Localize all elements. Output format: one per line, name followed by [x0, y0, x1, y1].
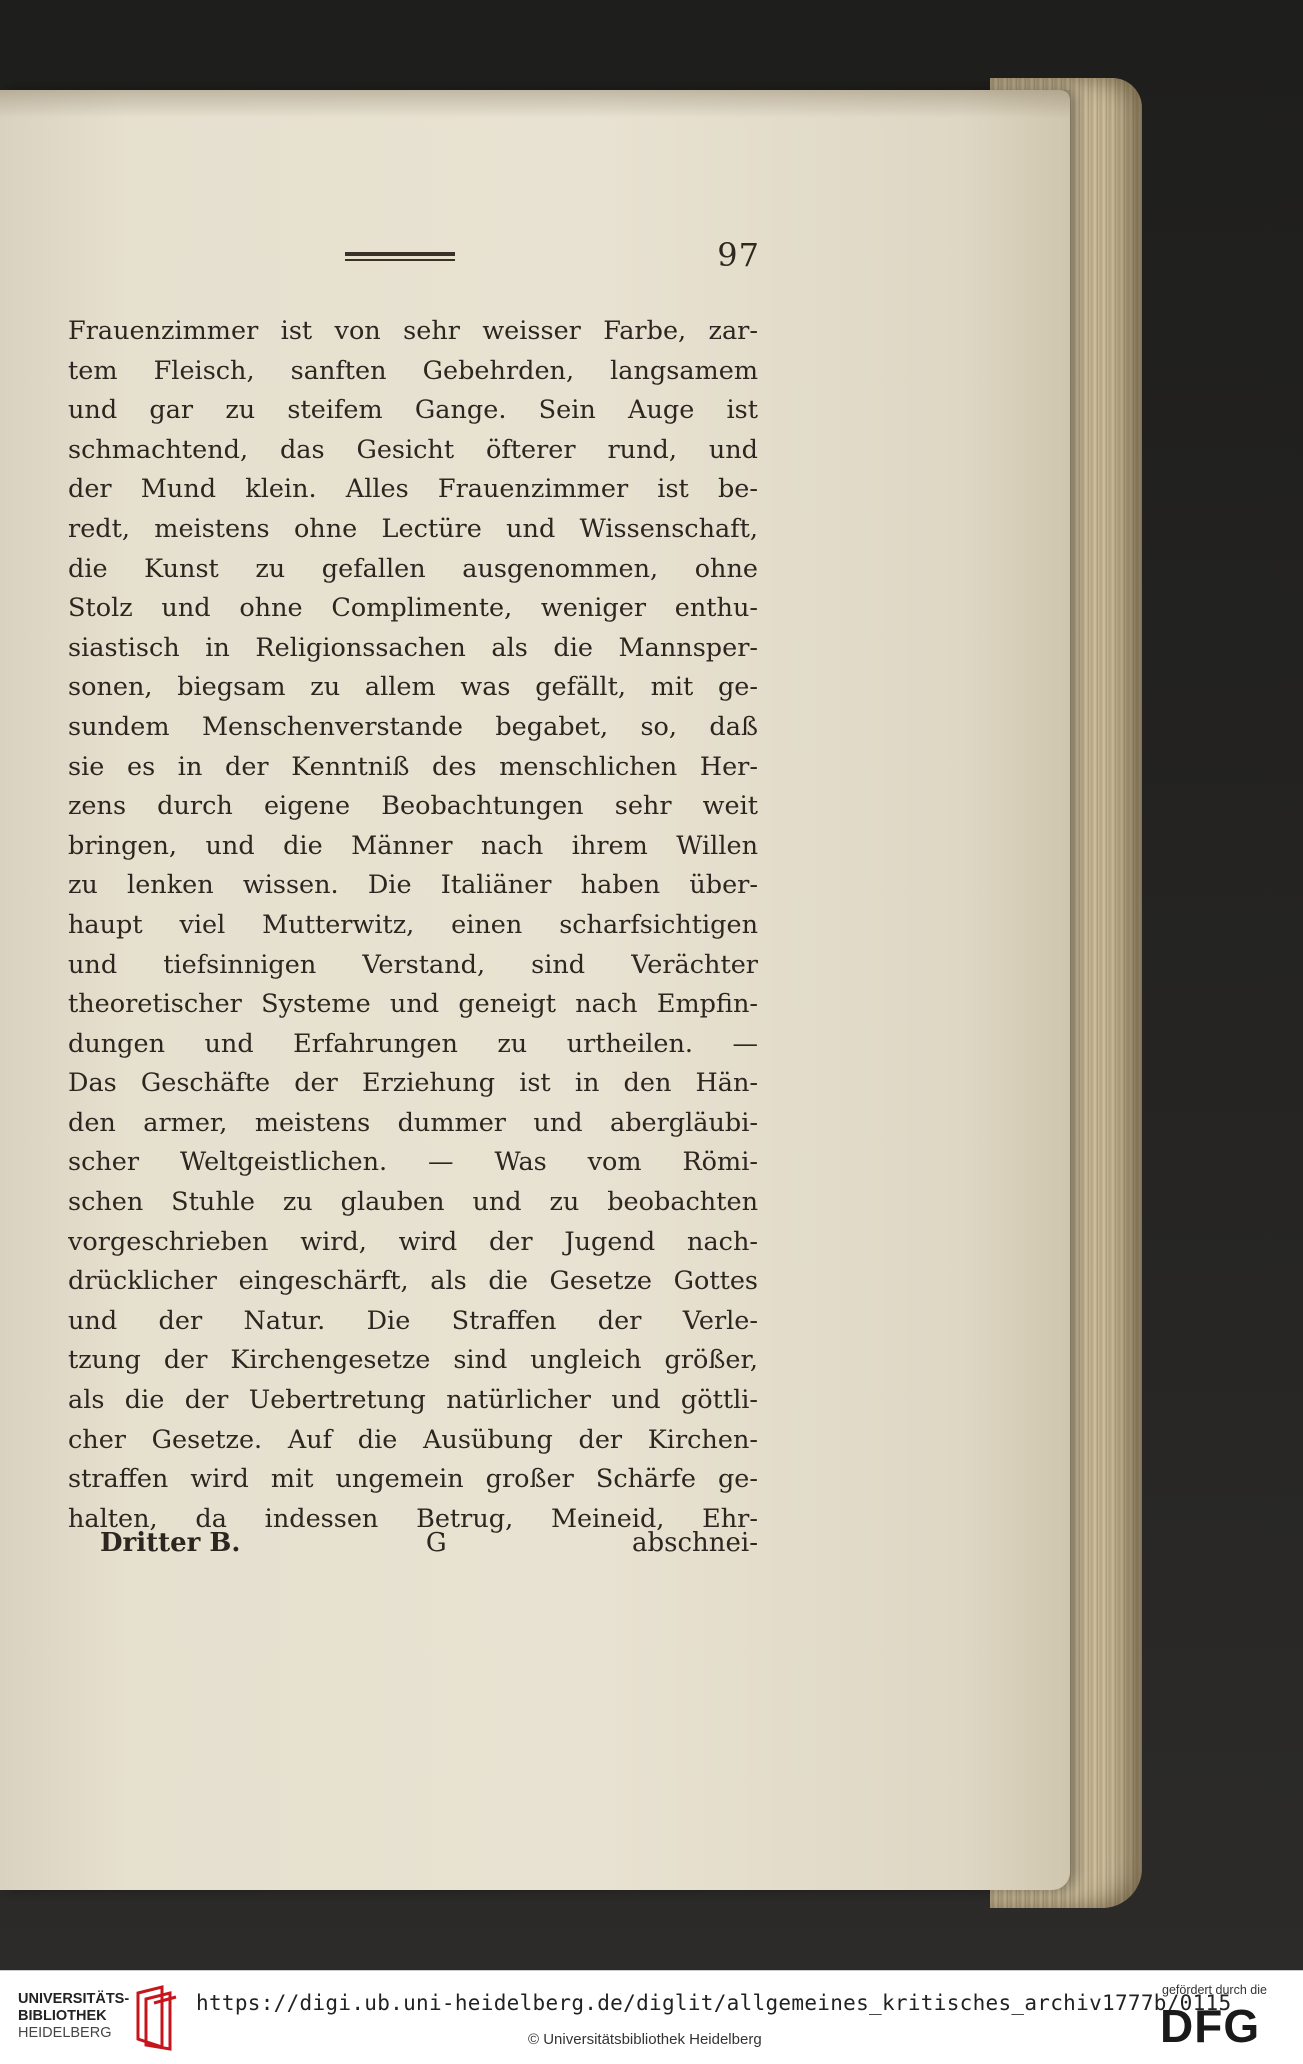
- text-line: scher Weltgeistlichen. — Was vom Römi-: [68, 1147, 758, 1178]
- signature-mark: Dritter B.: [100, 1528, 241, 1558]
- text-line: sonen, biegsam zu allem was gefällt, mit ge-: [68, 672, 758, 703]
- library-name-line2: BIBLIOTHEK: [18, 2008, 107, 2024]
- text-line: haupt viel Mutterwitz, einen scharfsichtigen: [68, 909, 758, 940]
- text-line: sundem Menschenverstande begabet, so, daß: [68, 711, 758, 742]
- text-line: sie es in der Kenntniß des menschlichen Her-: [68, 751, 758, 782]
- catchword: abschnei-: [631, 1528, 758, 1558]
- sheet-mark: G: [425, 1528, 447, 1558]
- library-logo-text: [18, 1991, 129, 2042]
- text-line: schen Stuhle zu glauben und zu beobachten: [68, 1187, 758, 1218]
- text-line: theoretischer Systeme und geneigt nach Empfin-: [68, 989, 758, 1020]
- text-line: drücklicher eingeschärft, als die Gesetze Gottes: [68, 1266, 758, 1297]
- header-rule: [345, 252, 455, 261]
- copyright-notice: © Universitätsbibliothek Heidelberg: [528, 2031, 762, 2048]
- text-line: tem Fleisch, sanften Gebehrden, langsamem: [68, 355, 758, 386]
- text-line: die Kunst zu gefallen ausgenommen, ohne: [68, 553, 758, 584]
- text-line: tzung der Kirchengesetze sind ungleich größer,: [68, 1345, 758, 1376]
- text-line: bringen, und die Männer nach ihrem Willen: [68, 830, 758, 861]
- document-url-link[interactable]: https://digi.ub.uni-heidelberg.de/diglit/allgemeines_kritisches_archiv1777b/0115: [196, 1991, 1232, 2015]
- text-line: cher Gesetze. Auf die Ausübung der Kirchen-: [68, 1424, 758, 1455]
- library-name-line3: HEIDELBERG: [18, 2025, 112, 2041]
- text-line: redt, meistens ohne Lectüre und Wissenschaft,: [68, 513, 758, 544]
- text-line: siastisch in Religionssachen als die Mannsper-: [68, 632, 758, 663]
- text-line: und gar zu steifem Gange. Sein Auge ist: [68, 395, 758, 426]
- page-footer: [100, 1528, 758, 1558]
- text-line: und der Natur. Die Straffen der Verle-: [68, 1305, 758, 1336]
- dfg-logo: DFG: [1160, 2000, 1261, 2052]
- library-name-line1: UNIVERSITÄTS-: [18, 1991, 130, 2007]
- text-line: Das Geschäfte der Erziehung ist in den Hän-: [68, 1068, 758, 1099]
- text-line: dungen und Erfahrungen zu urtheilen. —: [68, 1028, 758, 1059]
- text-line: Frauenzimmer ist von sehr weisser Farbe, zar-: [68, 316, 758, 346]
- text-line: vorgeschrieben wird, wird der Jugend nach-: [68, 1226, 758, 1257]
- body-text: [68, 312, 758, 1539]
- page-number: 97: [717, 236, 760, 274]
- funding-note: gefördert durch die: [1162, 1983, 1267, 1997]
- library-logo-icon: [132, 1983, 180, 2053]
- text-line: den armer, meistens dummer und abergläubi-: [68, 1107, 758, 1138]
- text-line: der Mund klein. Alles Frauenzimmer ist be-: [68, 474, 758, 505]
- text-line: Stolz und ohne Complimente, weniger enthu-: [68, 593, 758, 624]
- text-line: und tiefsinnigen Verstand, sind Verächter: [68, 949, 758, 980]
- text-line: straffen wird mit ungemein großer Schärfe ge-: [68, 1464, 758, 1495]
- library-banner: [0, 1970, 1303, 2064]
- text-line: zens durch eigene Beobachtungen sehr weit: [68, 791, 758, 822]
- text-line: als die der Uebertretung natürlicher und göttli-: [68, 1385, 758, 1416]
- text-line: schmachtend, das Gesicht öfterer rund, und: [68, 434, 758, 465]
- page-top-shadow: [0, 90, 1070, 118]
- text-line: zu lenken wissen. Die Italiäner haben über-: [68, 870, 758, 901]
- text-line: halten, da indessen Betrug, Meineid, Ehr-: [68, 1503, 758, 1534]
